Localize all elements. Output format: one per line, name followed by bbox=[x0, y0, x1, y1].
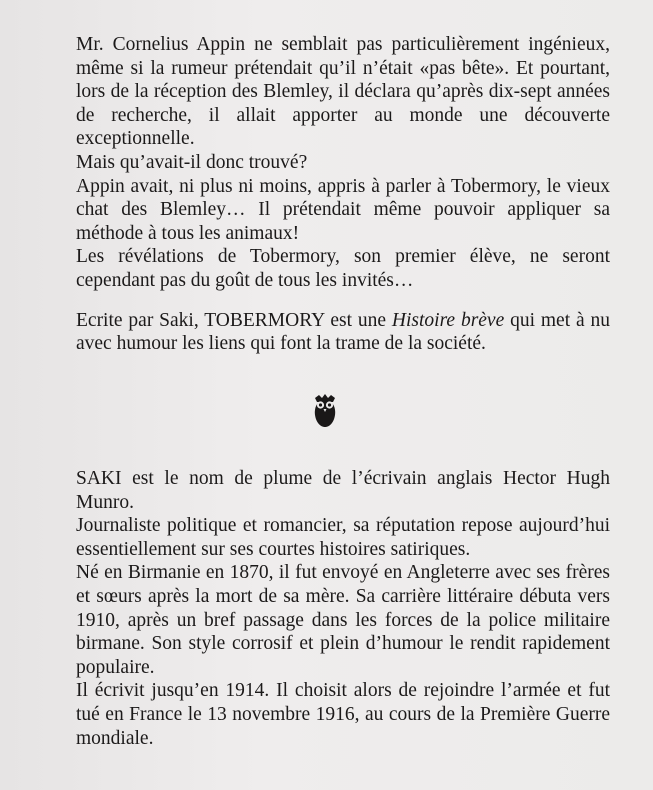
bio-paragraph-3: Né en Birmanie en 1870, il fut envoyé en Angleterre avec ses frères et sœurs après la mort de sa mère. Sa carrière littéraire débuta vers 1910, après un bref passage dans les forces de la police militaire birmane. Son style corrosif et plein d’humour le rendit rapidement populaire. bbox=[76, 562, 610, 678]
owl-ornament-icon bbox=[312, 392, 338, 428]
blurb-paragraph-4: Les révélations de Tobermory, son premier élève, ne seront cependant pas du goût de tous les invités… bbox=[76, 246, 610, 291]
blurb-paragraph-5 bbox=[76, 309, 610, 356]
blurb-p5-text-after: qui met à nu avec humour les liens qui font la trame de la société. bbox=[76, 309, 610, 355]
series-title-italic: Histoire brève bbox=[391, 309, 505, 331]
blurb-paragraph-1: Mr. Cornelius Appin ne semblait pas particulièrement ingénieux, même si la rumeur prétendait qu’il n’était «pas bête». Et pourtant, lors de la réception des Blemley, il déclara qu’après dix-sept années de recherche, il allait apporter au monde une découverte exceptionnelle. bbox=[76, 34, 610, 150]
blurb-paragraph-2: Mais qu’avait-il donc trouvé? bbox=[76, 151, 308, 173]
blurb-section bbox=[76, 33, 610, 356]
bio-paragraph-1: SAKI est le nom de plume de l’écrivain anglais Hector Hugh Munro. bbox=[76, 468, 610, 513]
bio-paragraph-2: Journaliste politique et romancier, sa réputation repose aujourd’hui essentiellement sur ses courtes histoires satiriques. bbox=[76, 515, 610, 560]
blurb-paragraph-3: Appin avait, ni plus ni moins, appris à parler à Tobermory, le vieux chat des Blemley… Il prétendait même pouvoir appliquer sa méthode à tous les animaux! bbox=[76, 175, 610, 244]
blurb-p5-text-before: Ecrite par Saki, TOBERMORY est une bbox=[76, 309, 392, 331]
author-bio-section bbox=[76, 467, 610, 750]
bio-paragraph-4: Il écrivit jusqu’en 1914. Il choisit alors de rejoindre l’armée et fut tué en France le 13 novembre 1916, au cours de la Première Guerre mondiale. bbox=[76, 680, 610, 749]
